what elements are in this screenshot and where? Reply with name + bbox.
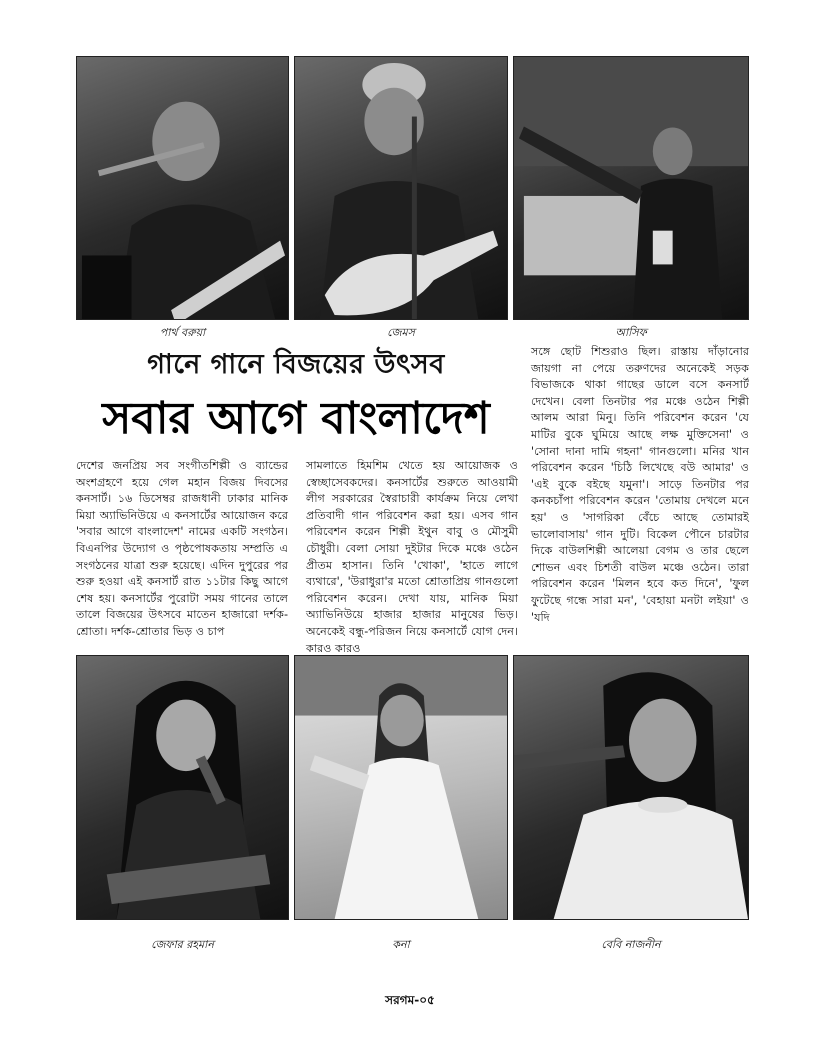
caption-photo4: জেফার রহমান <box>151 938 214 951</box>
article-headline: সবার আগে বাংলাদেশ <box>102 393 490 444</box>
article-column-2: সামলাতে হিমশিম খেতে হয় আয়োজক ও স্বেচ্ছাসেবকদের। কনসার্টের শুরুতে আওয়ামী লীগ সরকারের স্বৈরাচারী কার্যক্রম নিয়ে লেখা প্রতিবাদী গান পরিবেশন করা হয়। এসব গান পরিবেশন করেন শিল্পী ইথুন বাবু ও মৌসুমী চৌধুরী। বেলা সোয়া দুইটার দিকে মঞ্চে ওঠেন প্রীতম হাসান। তিনি 'খোকা', 'হাতে লাগে ব্যথারে', 'উরাধুরা'র মতো শ্রোতাপ্রিয় গানগুলো পরিবেশন করেন। দেখা যায়, মানিক মিয়া অ্যাভিনিউয়ে হাজার হাজার মানুষের ভিড়। অনেকেই বন্ধু-পরিজন নিয়ে কনসার্টে যোগ দেন। কারও কারও <box>306 459 518 655</box>
article-column-3: সঙ্গে ছোট শিশুরাও ছিল। রাস্তায় দাঁড়ানোর জায়গা না পেয়ে তরুণদের অনেকেই সড়ক বিভাজকে থাকা গাছের ডালে বসে কনসার্ট দেখেন। বেলা তিনটার পর মঞ্চে ওঠেন শিল্পী আলম আরা মিনু। তিনি পরিবেশন করেন 'যে মাটির বুকে ঘুমিয়ে আছে লক্ষ মুক্তিসেনা' ও 'সোনা দানা দামি গহনা' গানগুলো। মনির খান পরিবেশন করেন 'চিঠি লিখেছে বউ আমার' ও 'এই বুকে বইছে যমুনা'। সাড়ে তিনটার পর কনকচাঁপা পরিবেশন করেন 'তোমায় দেখলে মনে হয়' ও 'সাগরিকা বেঁচে আছে তোমারই ভালোবাসায়' গান দুটি। বিকেল পৌনে চারটার দিকে বাউলশিল্পী আলেয়া বেগম ও তার ছেলে শোভন এবং চিশতী বাউল মঞ্চে ওঠেন। তারা পরিবেশন করেন 'মিলন হবে কত দিনে', 'ফুল ফুটেছে গন্ধে সারা মন', 'বেহায়া মনটা লইয়া' ও 'যদি <box>531 345 749 624</box>
caption-photo2: জেমস <box>387 326 415 339</box>
photo-asif <box>513 56 749 320</box>
photo-jefar-rahman <box>76 655 289 920</box>
performer-illustration <box>514 57 748 319</box>
performer-illustration <box>77 656 288 919</box>
photo-kona <box>294 655 508 920</box>
article-subhead: গানে গানে বিজয়ের উৎসব <box>147 349 445 380</box>
performer-illustration <box>77 57 288 319</box>
performer-illustration <box>295 57 507 319</box>
photo-baby-naznin <box>513 655 749 920</box>
caption-photo5: কনা <box>392 938 410 951</box>
performer-illustration <box>295 656 507 919</box>
photo-partha-barua <box>76 56 289 320</box>
performer-illustration <box>514 656 748 919</box>
caption-photo1: পার্থ বরুয়া <box>159 326 206 339</box>
caption-photo3: আসিফ <box>615 326 647 339</box>
caption-photo6: বেবি নাজনীন <box>601 938 661 951</box>
photo-james <box>294 56 508 320</box>
article-column-1: দেশের জনপ্রিয় সব সংগীতশিল্পী ও ব্যান্ডের অংশগ্রহণে হয়ে গেল মহান বিজয় দিবসের কনসার্ট। ১৬ ডিসেম্বর রাজধানী ঢাকার মানিক মিয়া অ্যাভিনিউয়ে এ কনসার্টের আয়োজন করে 'সবার আগে বাংলাদেশ' নামের একটি সংগঠন। বিএনপির উদ্যোগ ও পৃষ্ঠপোষকতায় সম্প্রতি এ সংগঠনের যাত্রা শুরু হয়েছে। এদিন দুপুরের পর শুরু হওয়া এই কনসার্ট রাত ১১টার কিছু আগে শেষ হয়। কনসার্টের পুরোটা সময় গানের তালে তালে বিজয়ের উৎসবে মাতেন হাজারো দর্শক-শ্রোতা। দর্শক-শ্রোতার ভিড় ও চাপ <box>76 459 288 638</box>
page-number: সরগম-০৫ <box>385 993 435 1007</box>
